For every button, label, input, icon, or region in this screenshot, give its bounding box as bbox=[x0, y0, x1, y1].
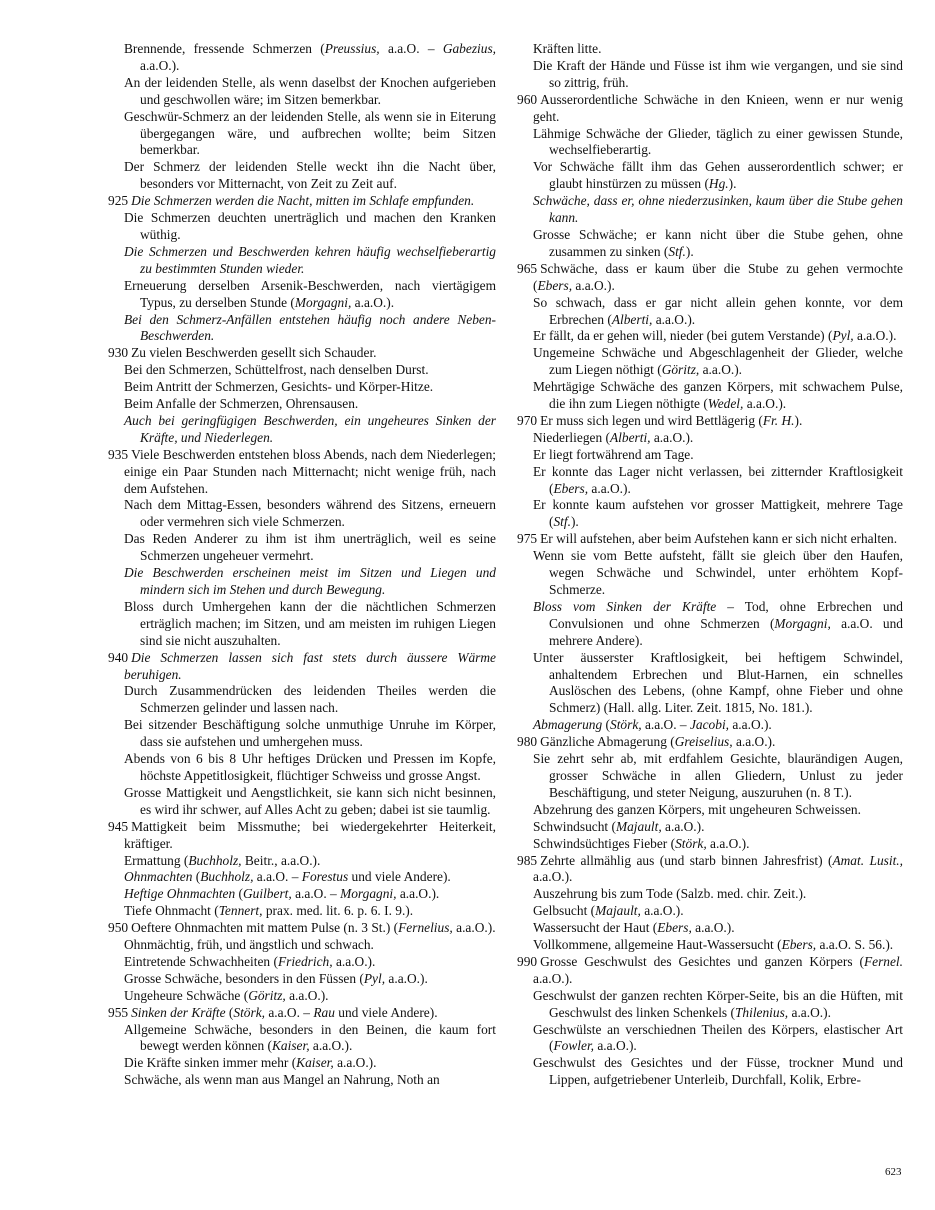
symptom-entry bbox=[517, 751, 903, 802]
symptom-entry bbox=[108, 599, 496, 650]
entry-text: Die Schmerzen lassen sich fast stets durch äussere Wärme beruhigen. bbox=[124, 649, 496, 682]
numbered-entry bbox=[108, 193, 496, 210]
symptom-entry bbox=[108, 954, 496, 971]
entry-text: Nach dem Mittag-Essen, besonders während des Sitzens, erneuern oder vermehren sich viele Schmerzen. bbox=[124, 497, 496, 530]
entry-number: 975 bbox=[517, 531, 538, 547]
entry-text: Sie zehrt sehr ab, mit erdfahlem Gesichte, blaurändigen Augen, grosser Schwäche in allen Gliedern, Unlust zu jeder Beschäftigung, und steter Neigung, auszuruhen (n. 8 T.). bbox=[533, 751, 903, 800]
entry-number: 955 bbox=[108, 1004, 129, 1020]
numbered-entry bbox=[517, 92, 903, 126]
right-column bbox=[517, 41, 903, 1089]
entry-text: Schwäche, dass er kaum über die Stube zu gehen vermochte (Ebers, a.a.O.). bbox=[533, 260, 903, 293]
numbered-entry bbox=[517, 853, 903, 887]
symptom-entry bbox=[108, 75, 496, 109]
symptom-entry bbox=[108, 362, 496, 379]
entry-text: Er konnte das Lager nicht verlassen, bei zitternder Kraftlosigkeit (Ebers, a.a.O.). bbox=[533, 463, 903, 496]
entry-text: Ungemeine Schwäche und Abgeschlagenheit der Glieder, welche zum Liegen nöthigt (Göritz, a.a.O.). bbox=[533, 345, 903, 378]
symptom-entry bbox=[108, 312, 496, 346]
entry-text: Vor Schwäche fällt ihm das Gehen ausserordentlich schwer; er glaubt hinstürzen zu müssen (Hg.). bbox=[533, 159, 903, 192]
entry-number: 935 bbox=[108, 446, 129, 462]
entry-text: Grosse Geschwulst des Gesichtes und ganzen Körpers (Fernel. a.a.O.). bbox=[533, 953, 903, 986]
symptom-entry bbox=[108, 1022, 496, 1056]
entry-text: Er fällt, da er gehen will, nieder (bei gutem Verstande) (Pyl, a.a.O.). bbox=[533, 328, 897, 344]
symptom-entry bbox=[108, 988, 496, 1005]
symptom-entry bbox=[108, 41, 496, 75]
symptom-entry bbox=[108, 396, 496, 413]
symptom-entry bbox=[108, 971, 496, 988]
entry-text: Erneuerung derselben Arsenik-Beschwerden, nach viertägigem Typus, zu derselben Stunde (Morgagni, a.a.O.). bbox=[124, 277, 496, 310]
symptom-entry bbox=[517, 836, 903, 853]
symptom-entry bbox=[108, 853, 496, 870]
entry-number: 985 bbox=[517, 852, 538, 868]
entry-text: Geschwülste an verschiednen Theilen des Körpers, elastischer Art (Fowler, a.a.O.). bbox=[533, 1021, 903, 1054]
numbered-entry bbox=[108, 345, 496, 362]
symptom-entry bbox=[517, 497, 903, 531]
entry-text: Ungeheure Schwäche (Göritz, a.a.O.). bbox=[124, 987, 329, 1003]
numbered-entry bbox=[108, 650, 496, 684]
symptom-entry bbox=[517, 159, 903, 193]
symptom-entry bbox=[108, 531, 496, 565]
symptom-entry bbox=[517, 599, 903, 650]
entry-text: Grosse Schwäche; er kann nicht über die Stube gehen, ohne zusammen zu sinken (Stf.). bbox=[533, 226, 903, 259]
entry-text: Unter äusserster Kraftlosigkeit, bei heftigem Schwindel, anhaltendem Erbrechen und Blut-Harnen, ein schnelles Auslöschen des Lebens, (ohne Kampf, ohne Fieber und ohne Schmerz) (Hall. allg. Liter. Zeit. 1815, No. 181.). bbox=[533, 649, 903, 716]
symptom-entry bbox=[517, 328, 903, 345]
symptom-entry bbox=[108, 1072, 496, 1089]
entry-text: Abzehrung des ganzen Körpers, mit ungeheuren Schweissen. bbox=[533, 801, 861, 817]
entry-text: Heftige Ohnmachten (Guilbert, a.a.O. – Morgagni, a.a.O.). bbox=[124, 886, 440, 902]
symptom-entry bbox=[108, 413, 496, 447]
symptom-entry bbox=[517, 464, 903, 498]
entry-text: Schwindsucht (Majault, a.a.O.). bbox=[533, 818, 705, 834]
entry-number: 945 bbox=[108, 818, 129, 834]
entry-text: Gelbsucht (Majault, a.a.O.). bbox=[533, 903, 684, 919]
entry-text: Tiefe Ohnmacht (Tennert, prax. med. lit. 6. p. 6. I. 9.). bbox=[124, 903, 414, 919]
entry-text: Bei den Schmerz-Anfällen entstehen häufig noch andere Neben-Beschwerden. bbox=[124, 311, 496, 344]
symptom-entry bbox=[517, 1022, 903, 1056]
symptom-entry bbox=[517, 1055, 903, 1089]
entry-text: Bei den Schmerzen, Schüttelfrost, nach denselben Durst. bbox=[124, 362, 429, 378]
entry-number: 950 bbox=[108, 920, 129, 936]
symptom-entry bbox=[517, 430, 903, 447]
entry-text: Die Schmerzen deuchten unerträglich und machen den Kranken wüthig. bbox=[124, 210, 496, 242]
entry-number: 925 bbox=[108, 193, 129, 209]
entry-text: Grosse Mattigkeit und Aengstlichkeit, sie kann sich nicht besinnen, es wird ihr schwer, auf Alles Acht zu geben; dabei ist sie taumlig. bbox=[124, 784, 496, 817]
entry-text: Zu vielen Beschwerden gesellt sich Schauder. bbox=[131, 345, 377, 361]
symptom-entry bbox=[108, 903, 496, 920]
symptom-entry bbox=[108, 244, 496, 278]
entry-text: Gänzliche Abmagerung (Greiselius, a.a.O.). bbox=[540, 734, 776, 750]
entry-text: Oeftere Ohnmachten mit mattem Pulse (n. 3 St.) (Fernelius, a.a.O.). bbox=[131, 920, 496, 936]
entry-text: Durch Zusammendrücken des leidenden Theiles werden die Schmerzen gelinder und lassen nach. bbox=[124, 683, 496, 716]
entry-text: Bloss vom Sinken der Kräfte – Tod, ohne Erbrechen und Convulsionen und ohne Schmerzen (Morgagni, a.a.O. und mehrere Andere). bbox=[533, 598, 903, 648]
entry-text: Eintretende Schwachheiten (Friedrich, a.a.O.). bbox=[124, 953, 376, 969]
symptom-entry bbox=[108, 886, 496, 903]
entry-text: Sinken der Kräfte (Störk, a.a.O. – Rau und viele Andere). bbox=[131, 1004, 438, 1020]
entry-number: 970 bbox=[517, 412, 538, 428]
entry-text: Viele Beschwerden entstehen bloss Abends, nach dem Niederlegen; einige ein Paar Stunden nach Mitternacht; nicht wenige früh, nach dem Aufstehen. bbox=[124, 446, 496, 496]
numbered-entry bbox=[517, 734, 903, 751]
symptom-entry bbox=[108, 565, 496, 599]
symptom-entry bbox=[108, 683, 496, 717]
entry-text: Der Schmerz der leidenden Stelle weckt ihn die Nacht über, besonders vor Mitternacht, von Zeit zu Zeit auf. bbox=[124, 159, 496, 192]
entry-text: Niederliegen (Alberti, a.a.O.). bbox=[533, 429, 694, 445]
numbered-entry bbox=[517, 531, 903, 548]
symptom-entry bbox=[517, 802, 903, 819]
symptom-entry bbox=[108, 937, 496, 954]
entry-text: Kräften litte. bbox=[533, 41, 602, 56]
symptom-entry bbox=[517, 903, 903, 920]
entry-text: Bei sitzender Beschäftigung solche unmuthige Unruhe im Körper, dass sie aufstehen und umhergehen muss. bbox=[124, 717, 496, 750]
symptom-entry bbox=[108, 717, 496, 751]
entry-text: Die Beschwerden erscheinen meist im Sitzen und Liegen und mindern sich im Stehen und durch Bewegung. bbox=[124, 565, 496, 597]
entry-number: 960 bbox=[517, 91, 538, 107]
symptom-entry bbox=[108, 278, 496, 312]
entry-text: Ermattung (Buchholz, Beitr., a.a.O.). bbox=[124, 852, 321, 868]
page-number: 623 bbox=[885, 1166, 902, 1178]
entry-text: Ohnmächtig, früh, und ängstlich und schwach. bbox=[124, 937, 374, 953]
entry-number: 965 bbox=[517, 260, 538, 276]
entry-text: Zehrte allmählig aus (und starb binnen Jahresfrist) (Amat. Lusit., a.a.O.). bbox=[533, 852, 903, 885]
symptom-entry bbox=[108, 379, 496, 396]
entry-text: Er will aufstehen, aber beim Aufstehen kann er sich nicht erhalten. bbox=[540, 531, 898, 547]
symptom-entry bbox=[517, 345, 903, 379]
symptom-entry bbox=[517, 126, 903, 160]
entry-text: Auszehrung bis zum Tode (Salzb. med. chir. Zeit.). bbox=[533, 886, 807, 902]
numbered-entry bbox=[108, 819, 496, 853]
entry-text: Lähmige Schwäche der Glieder, täglich zu einer gewissen Stunde, wechselfieberartig. bbox=[533, 125, 903, 158]
numbered-entry bbox=[108, 1005, 496, 1022]
left-column bbox=[108, 41, 496, 1089]
entry-text: Schwäche, als wenn man aus Mangel an Nahrung, Noth an bbox=[124, 1072, 440, 1088]
symptom-entry bbox=[517, 379, 903, 413]
symptom-entry bbox=[517, 937, 903, 954]
numbered-entry bbox=[108, 447, 496, 498]
entry-text: Auch bei geringfügigen Beschwerden, ein ungeheures Sinken der Kräfte, und Niederlegen. bbox=[124, 412, 496, 445]
symptom-entry bbox=[517, 988, 903, 1022]
symptom-entry bbox=[108, 751, 496, 785]
symptom-entry bbox=[517, 717, 903, 734]
entry-text: Wenn sie vom Bette aufsteht, fällt sie gleich über den Haufen, wegen Schwäche und Schwindel, unter erhöhtem Kopf-Schmerze. bbox=[533, 548, 903, 597]
symptom-entry bbox=[108, 210, 496, 244]
entry-number: 940 bbox=[108, 649, 129, 665]
entry-text: Mattigkeit beim Missmuthe; bei wiedergekehrter Heiterkeit, kräftiger. bbox=[124, 818, 496, 851]
entry-text: Geschwulst der ganzen rechten Körper-Seite, bis an die Hüften, mit Geschwulst des linken Schenkels (Thilenius, a.a.O.). bbox=[533, 987, 903, 1020]
entry-number: 980 bbox=[517, 734, 538, 750]
entry-text: Allgemeine Schwäche, besonders in den Beinen, die kaum fort bewegt werden können (Kaiser, a.a.O.). bbox=[124, 1021, 496, 1054]
entry-text: Brennende, fressende Schmerzen (Preussius, a.a.O. – Gabezius, a.a.O.). bbox=[124, 41, 497, 73]
symptom-entry bbox=[517, 548, 903, 599]
symptom-entry bbox=[108, 869, 496, 886]
entry-text: Die Kraft der Hände und Füsse ist ihm wie vergangen, und sie sind so zittrig, früh. bbox=[533, 57, 903, 90]
symptom-entry bbox=[517, 819, 903, 836]
entry-text: Schwindsüchtiges Fieber (Störk, a.a.O.). bbox=[533, 835, 750, 851]
entry-text: Geschwulst des Gesichtes und der Füsse, trockner Mund und Lippen, aufgetriebener Unterleib, Durchfall, Kolik, Erbre- bbox=[533, 1055, 903, 1088]
symptom-entry bbox=[517, 193, 903, 227]
entry-text: Beim Anfalle der Schmerzen, Ohrensausen. bbox=[124, 396, 359, 412]
symptom-entry bbox=[108, 109, 496, 160]
entry-text: Abends von 6 bis 8 Uhr heftiges Drücken und Pressen im Kopfe, höchste Appetitlosigkeit, flüchtiger Schweiss und grosse Angst. bbox=[124, 751, 496, 783]
entry-text: So schwach, dass er gar nicht allein gehen konnte, vor dem Erbrechen (Alberti, a.a.O.). bbox=[533, 294, 903, 327]
entry-number: 990 bbox=[517, 953, 538, 969]
entry-text: Die Schmerzen werden die Nacht, mitten im Schlafe empfunden. bbox=[131, 193, 475, 209]
symptom-entry bbox=[517, 227, 903, 261]
symptom-entry bbox=[108, 497, 496, 531]
entry-number: 930 bbox=[108, 345, 129, 361]
symptom-entry bbox=[517, 920, 903, 937]
entry-text: Grosse Schwäche, besonders in den Füssen (Pyl, a.a.O.). bbox=[124, 970, 428, 986]
entry-text: Schwäche, dass er, ohne niederzusinken, kaum über die Stube gehen kann. bbox=[533, 193, 903, 226]
entry-text: Vollkommene, allgemeine Haut-Wassersucht (Ebers, a.a.O. S. 56.). bbox=[533, 937, 894, 953]
symptom-entry bbox=[517, 447, 903, 464]
entry-text: An der leidenden Stelle, als wenn daselbst der Knochen aufgerieben und geschwollen wäre; im Sitzen bemerkbar. bbox=[124, 74, 496, 107]
entry-text: Wassersucht der Haut (Ebers, a.a.O.). bbox=[533, 920, 735, 936]
symptom-entry bbox=[108, 785, 496, 819]
symptom-entry bbox=[517, 650, 903, 718]
entry-text: Die Kräfte sinken immer mehr (Kaiser, a.a.O.). bbox=[124, 1055, 377, 1071]
symptom-entry bbox=[108, 159, 496, 193]
entry-text: Ausserordentliche Schwäche in den Knieen, wenn er nur wenig geht. bbox=[533, 91, 903, 124]
entry-text: Beim Antritt der Schmerzen, Gesichts- und Körper-Hitze. bbox=[124, 379, 434, 395]
numbered-entry bbox=[517, 413, 903, 430]
entry-text: Ohnmachten (Buchholz, a.a.O. – Forestus und viele Andere). bbox=[124, 869, 451, 885]
numbered-entry bbox=[108, 920, 496, 937]
symptom-entry bbox=[108, 1055, 496, 1072]
entry-text: Er muss sich legen und wird Bettlägerig (Fr. H.). bbox=[540, 412, 803, 428]
symptom-entry bbox=[517, 295, 903, 329]
symptom-entry bbox=[517, 58, 903, 92]
numbered-entry bbox=[517, 261, 903, 295]
entry-text: Geschwür-Schmerz an der leidenden Stelle, als wenn sie in Eiterung übergegangen wäre, und aufbrechen wollte; beim Sitzen bemerkbar. bbox=[124, 108, 496, 158]
entry-text: Bloss durch Umhergehen kann der die nächtlichen Schmerzen erträglich machen; im Sitzen, und am meisten im ruhigen Liegen sind sie nicht auszuhalten. bbox=[124, 598, 496, 648]
numbered-entry bbox=[517, 954, 903, 988]
symptom-entry bbox=[517, 886, 903, 903]
entry-text: Die Schmerzen und Beschwerden kehren häufig wechselfieberartig zu bestimmten Stunden wieder. bbox=[124, 243, 496, 276]
entry-text: Er konnte kaum aufstehen vor grosser Mattigkeit, mehrere Tage (Stf.). bbox=[533, 497, 903, 530]
entry-text: Das Reden Anderer zu ihm ist ihm unerträglich, weil es seine Schmerzen ungeheuer vermehrt. bbox=[124, 531, 496, 564]
entry-text: Mehrtägige Schwäche des ganzen Körpers, mit schwachem Pulse, die ihn zum Liegen nöthigte (Wedel, a.a.O.). bbox=[533, 379, 903, 412]
symptom-entry bbox=[517, 41, 903, 58]
entry-text: Er liegt fortwährend am Tage. bbox=[533, 446, 694, 462]
entry-text: Abmagerung (Störk, a.a.O. – Jacobi, a.a.O.). bbox=[533, 717, 772, 733]
